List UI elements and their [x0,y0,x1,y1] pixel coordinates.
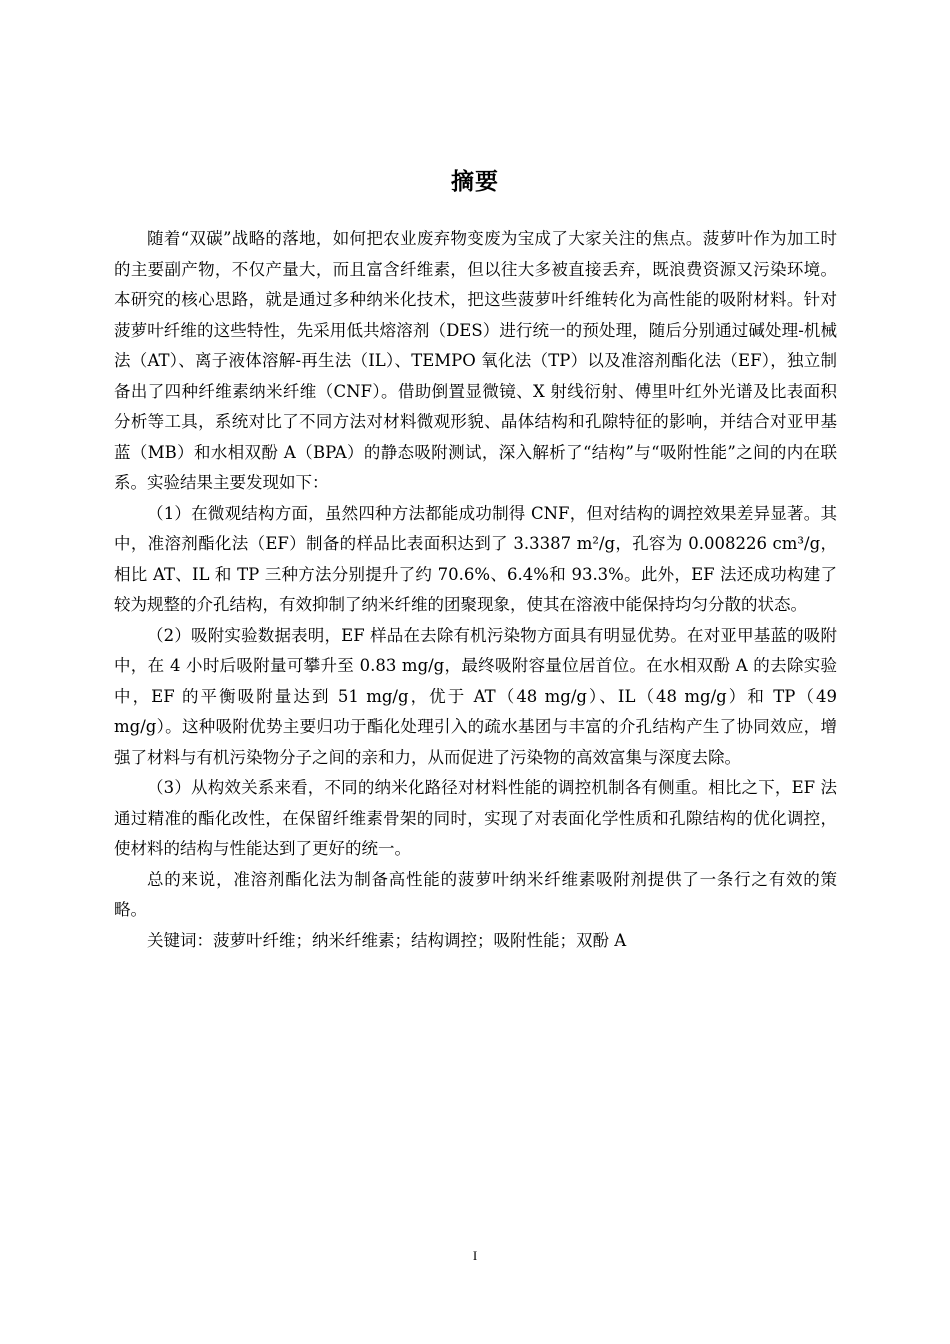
paragraph-intro: 随着“双碳”战略的落地，如何把农业废弃物变废为宝成了大家关注的焦点。菠萝叶作为加工时的主要副产物，不仅产量大，而且富含纤维素，但以往大多被直接丢弃，既浪费资源又污染环境。本研究的核心思路，就是通过多种纳米化技术，把这些菠萝叶纤维转化为高性能的吸附材料。针对菠萝叶纤维的这些特性，先采用低共熔溶剂（DES）进行统一的预处理，随后分别通过碱处理-机械法（AT）、离子液体溶解-再生法（IL）、TEMPO 氧化法（TP）以及准溶剂酯化法（EF），独立制备出了四种纤维素纳米纤维（CNF）。借助倒置显微镜、X 射线衍射、傅里叶红外光谱及比表面积分析等工具，系统对比了不同方法对材料微观形貌、晶体结构和孔隙特征的影响，并结合对亚甲基蓝（MB）和水相双酚 A（BPA）的静态吸附测试，深入解析了“结构”与“吸附性能”之间的内在联系。实验结果主要发现如下： [114,229,837,492]
abstract-body [114,224,837,956]
keywords: 关键词：菠萝叶纤维；纳米纤维素；结构调控；吸附性能；双酚 A [147,930,627,950]
page-number: I [472,1248,478,1263]
page-title: 摘要 [451,169,499,195]
paragraph-finding-2: （2）吸附实验数据表明，EF 样品在去除有机污染物方面具有明显优势。在对亚甲基蓝的吸附中，在 4 小时后吸附量可攀升至 0.83 mg/g，最终吸附容量位居首位。在水相双酚 A 的去除实验中，EF 的平衡吸附量达到 51 mg/g，优于 AT（48 mg/g）、IL（48 mg/g）和 TP（49 mg/g）。这种吸附优势主要归功于酯化处理引入的疏水基团与丰富的介孔结构产生了协同效应，增强了材料与有机污染物分子之间的亲和力，从而促进了污染物的高效富集与深度去除。 [114,625,837,767]
paragraph-finding-1: （1）在微观结构方面，虽然四种方法都能成功制得 CNF，但对结构的调控效果差异显著。其中，准溶剂酯化法（EF）制备的样品比表面积达到了 3.3387 m²/g，孔容为 0.008226 cm³/g，相比 AT、IL 和 TP 三种方法分别提升了约 70.6%、6.4%和 93.3%。此外，EF 法还成功构建了较为规整的介孔结构，有效抑制了纳米纤维的团聚现象，使其在溶液中能保持均匀分散的状态。 [114,503,837,614]
paragraph-conclusion: 总的来说，准溶剂酯化法为制备高性能的菠萝叶纳米纤维素吸附剂提供了一条行之有效的策略。 [114,869,837,919]
paragraph-finding-3: （3）从构效关系来看，不同的纳米化路径对材料性能的调控机制各有侧重。相比之下，EF 法通过精准的酯化改性，在保留纤维素骨架的同时，实现了对表面化学性质和孔隙结构的优化调控，使材料的结构与性能达到了更好的统一。 [114,778,837,858]
